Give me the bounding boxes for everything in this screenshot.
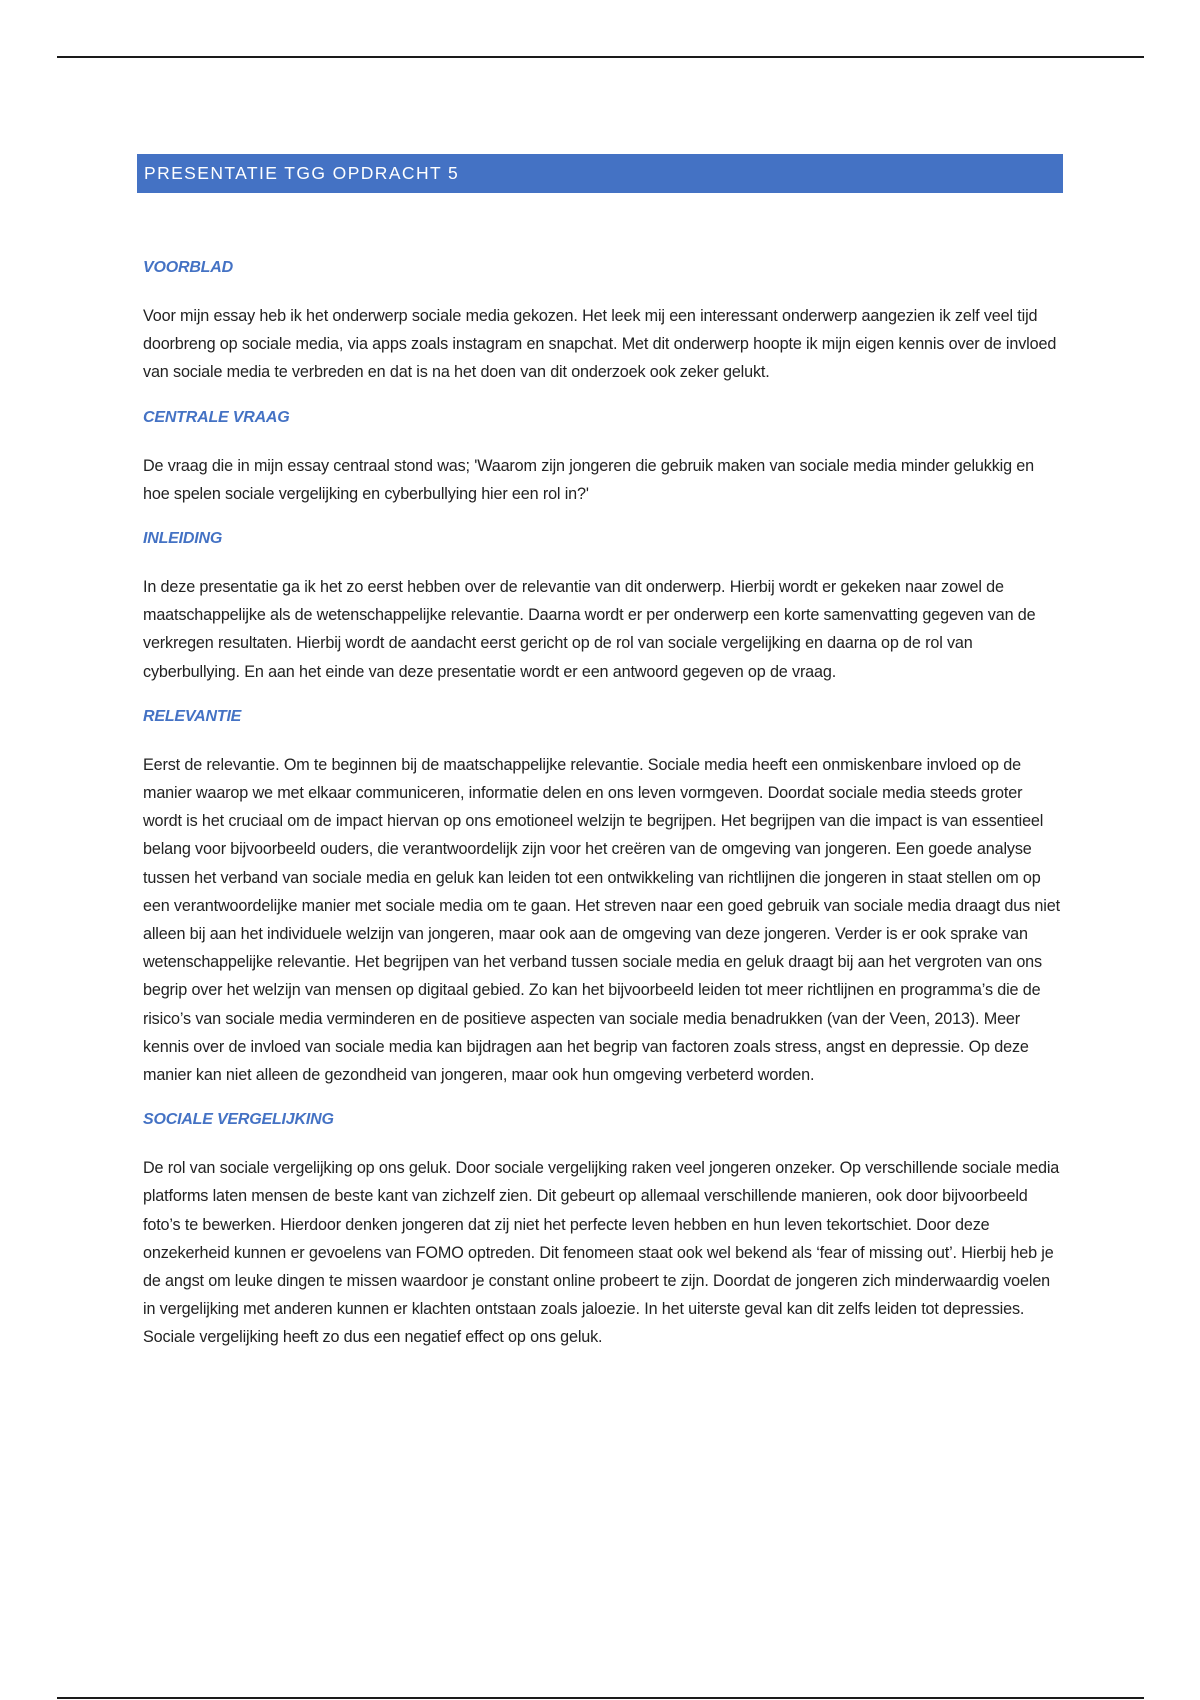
section-heading-inleiding: INLEIDING [143,530,223,548]
document-title: PRESENTATIE TGG OPDRACHT 5 [144,163,460,183]
section-body-inleiding: In deze presentatie ga ik het zo eerst hebben over de relevantie van dit onderwerp. Hierbij wordt er gekeken naar zowel de maatschappelijke als de wetenschappelijke relevantie. Daarna wordt er per onderwerp een korte samenvatting gegeven van de verkregen resultaten. Hierbij wordt de aandacht eerst gericht op de rol van sociale vergelijking en daarna op de rol van cyberbullying. En aan het einde van deze presentatie wordt er een antwoord gegeven op de vraag. [143,578,1036,681]
document-content [137,154,1063,1352]
section-heading-relevantie: RELEVANTIE [143,707,242,725]
document-title-bar [137,154,1063,193]
section-heading-voorblad: VOORBLAD [143,259,233,276]
section-body-voorblad: Voor mijn essay heb ik het onderwerp sociale media gekozen. Het leek mij een interessant onderwerp aangezien ik zelf veel tijd doorbreng op sociale media, via apps zoals instagram en snapchat. Met dit onderwerp hoopte ik mijn eigen kennis over de invloed van sociale media te verbreden en dat is na het doen van dit onderzoek ook zeker gelukt. [143,307,1057,382]
page-top-rule [57,56,1144,58]
section-body-relevantie: Eerst de relevantie. Om te beginnen bij de maatschappelijke relevantie. Sociale media heeft een onmiskenbare invloed op de manier waarop we met elkaar communiceren, informatie delen en ons leven vormgeven. Doordat sociale media steeds groter wordt is het cruciaal om de impact hiervan op ons emotioneel welzijn te begrijpen. Het begrijpen van die impact is van essentieel belang voor bijvoorbeeld ouders, die verantwoordelijk zijn voor het creëren van de omgeving van jongeren. Een goede analyse tussen het verband van sociale media en geluk kan leiden tot een ontwikkeling van richtlijnen die jongeren in staat stellen om op een verantwoordelijke manier met sociale media om te gaan. Het streven naar een goed gebruik van sociale media draagt dus niet alleen bij aan het individuele welzijn van jongeren, maar ook aan de omgeving van deze jongeren. Verder is er ook sprake van wetenschappelijke relevantie. Het begrijpen van het verband tussen sociale media en geluk draagt bij aan het vergroten van ons begrip over het welzijn van mensen op digitaal gebied. Zo kan het bijvoorbeeld leiden tot meer richtlijnen en programma’s die de risico’s van sociale media verminderen en de positieve aspecten van sociale media benadrukken (van der Veen, 2013). Meer kennis over de invloed van sociale media kan bijdragen aan het begrip van factoren zoals stress, angst en depressie. Op deze manier kan niet alleen de gezondheid van jongeren, maar ook hun omgeving verbeterd worden. [143,755,1060,1085]
section-body-centrale-vraag: De vraag die in mijn essay centraal stond was; 'Waarom zijn jongeren die gebruik maken van sociale media minder gelukkig en hoe spelen sociale vergelijking en cyberbullying hier een rol in?' [143,456,1034,503]
page-bottom-rule [57,1697,1144,1699]
section-heading-centrale-vraag: CENTRALE VRAAG [143,408,290,426]
section-heading-sociale-vergelijking: SOCIALE VERGELIJKING [143,1111,334,1129]
section-body-sociale-vergelijking: De rol van sociale vergelijking op ons geluk. Door sociale vergelijking raken veel jongeren onzeker. Op verschillende sociale media platforms laten mensen de beste kant van zichzelf zien. Dit gebeurt op allemaal verschillende manieren, ook door bijvoorbeeld foto’s te bewerken. Hierdoor denken jongeren dat zij niet het perfecte leven hebben en hun leven tekortschiet. Door deze onzekerheid kunnen er gevoelens van FOMO optreden. Dit fenomeen staat ook wel bekend als ‘fear of missing out’. Hierbij heb je de angst om leuke dingen te missen waardoor je constant online probeert te zijn. Doordat de jongeren zich minderwaardig voelen in vergelijking met anderen kunnen er klachten ontstaan zoals jaloezie. In het uiterste geval kan dit zelfs leiden tot depressies. Sociale vergelijking heeft zo dus een negatief effect op ons geluk. [143,1159,1060,1347]
